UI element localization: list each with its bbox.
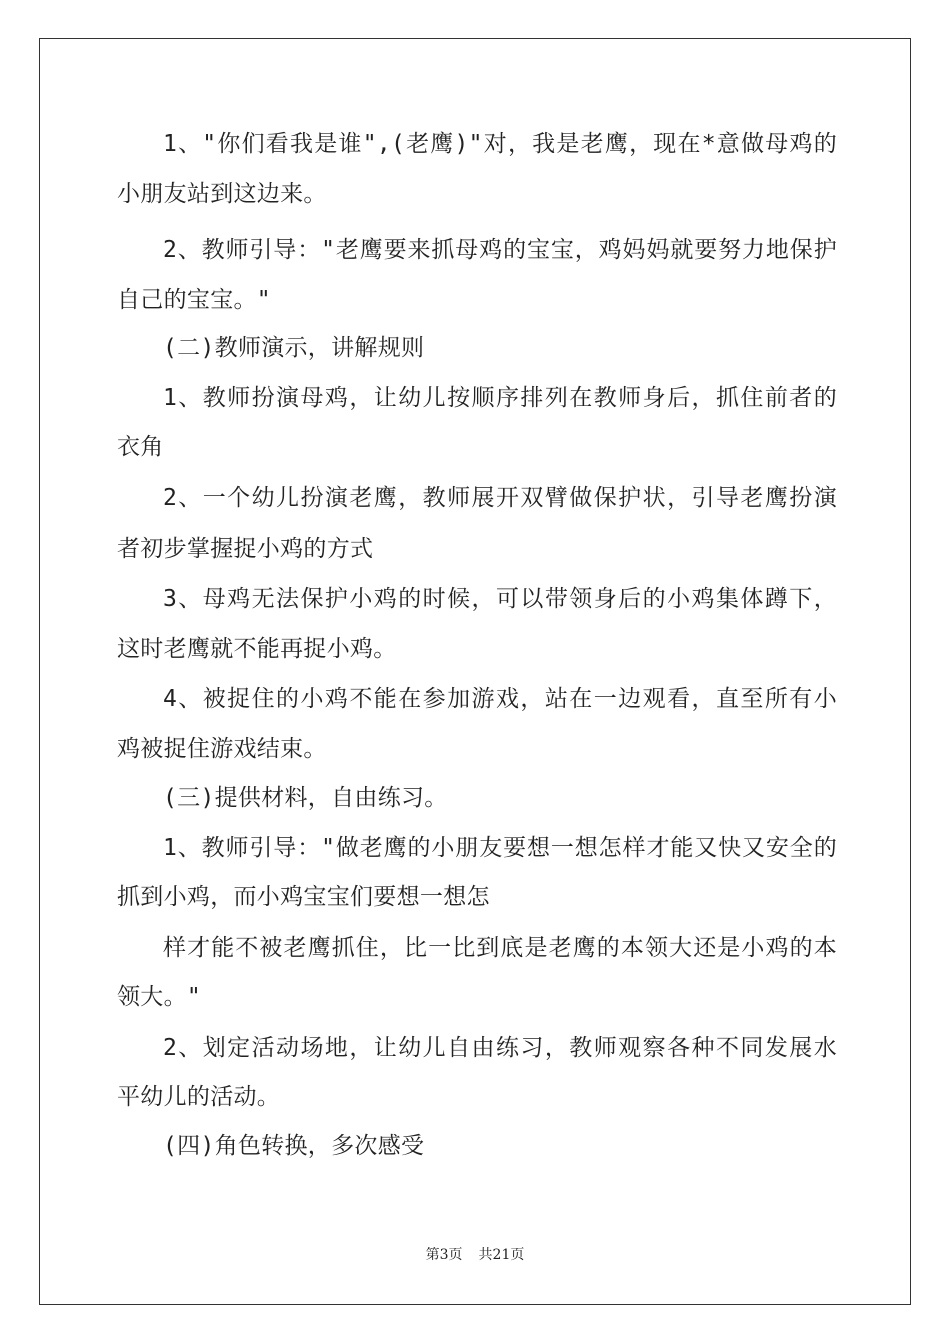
text-line: 者初步掌握捉小鸡的方式 [117,536,374,562]
text-line: 1、"你们看我是谁",(老鹰)"对，我是老鹰，现在*意做母鸡的 [163,131,837,157]
page-number: 第3页 [425,1247,463,1263]
section-heading: (三)提供材料，自由练习。 [163,785,448,811]
text-line: 抓到小鸡，而小鸡宝宝们要想一想怎 [117,884,490,910]
page-footer [0,1244,950,1264]
text-line: 2、划定活动场地，让幼儿自由练习，教师观察各种不同发展水 [163,1035,837,1061]
page-total: 共21页 [478,1247,525,1263]
text-line: 自己的宝宝。" [117,287,271,313]
section-heading: (二)教师演示，讲解规则 [163,335,425,361]
text-line: 平幼儿的活动。 [117,1084,281,1110]
text-line: 领大。" [117,984,202,1010]
text-line: 这时老鹰就不能再捉小鸡。 [117,636,397,662]
text-line: 样才能不被老鹰抓住，比一比到底是老鹰的本领大还是小鸡的本 [163,935,837,961]
text-line: 1、教师引导："做老鹰的小朋友要想一想怎样才能又快又安全的 [163,835,837,861]
section-heading: (四)角色转换，多次感受 [163,1133,425,1159]
text-line: 3、母鸡无法保护小鸡的时候，可以带领身后的小鸡集体蹲下， [163,586,837,612]
text-line: 4、被捉住的小鸡不能在参加游戏，站在一边观看，直至所有小 [163,686,837,712]
text-line: 小朋友站到这边来。 [117,181,327,207]
text-line: 衣角 [117,434,164,460]
text-line: 鸡被捉住游戏结束。 [117,736,327,762]
text-line: 2、教师引导："老鹰要来抓母鸡的宝宝，鸡妈妈就要努力地保护 [163,237,837,263]
text-line: 1、教师扮演母鸡，让幼儿按顺序排列在教师身后，抓住前者的 [163,385,837,411]
text-line: 2、一个幼儿扮演老鹰，教师展开双臂做保护状，引导老鹰扮演 [163,485,837,511]
